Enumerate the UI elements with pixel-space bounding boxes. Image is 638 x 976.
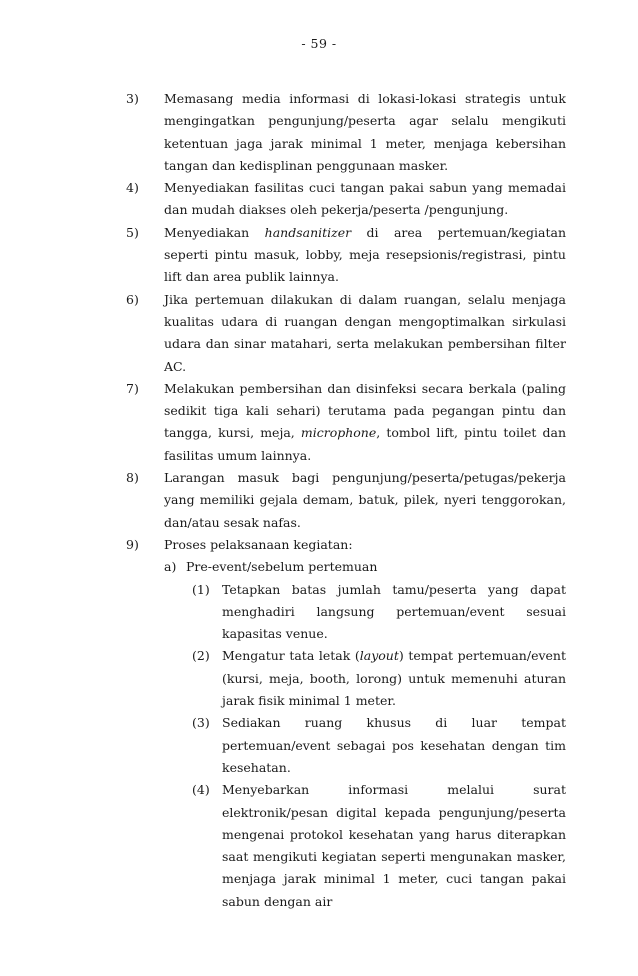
item-number: 7)	[126, 380, 139, 396]
list-item	[126, 177, 566, 222]
sub-sub-item-text-italic: layout	[359, 648, 399, 664]
item-number: 9)	[126, 536, 139, 552]
item-number: 4)	[126, 180, 139, 196]
item-number: 6)	[126, 291, 139, 307]
sub-sub-item-text: Menyebarkan informasi melalui surat elektronik/pesan digital kepada pengunjung/peserta mengenai protokol kesehatan yang harus diterapkan saat mengikuti kegiatan seperti mengunakan masker, menjaga jarak minimal 1 meter, cuci tangan pakai sabun dengan air	[222, 782, 566, 909]
item-text: Larangan masuk bagi pengunjung/peserta/petugas/pekerja yang memiliki gejala demam, batuk, pilek, nyeri tenggorokan, dan/atau sesak nafas.	[164, 470, 566, 530]
item-text-post: di area pertemuan/kegiatan seperti pintu masuk, lobby, meja resepsionis/registrasi, pintu lift dan area publik lainnya.	[164, 224, 566, 285]
list-item	[126, 222, 566, 289]
item-text-post: , tombol lift, pintu toilet dan fasilitas umum lainnya.	[164, 425, 566, 463]
list-item	[126, 88, 566, 177]
sub-sub-item-number: (4)	[192, 782, 210, 798]
document-body	[126, 88, 566, 913]
item-text-italic: microphone	[300, 425, 377, 441]
sub-sub-item-text: Tetapkan batas jumlah tamu/peserta yang dapat menghadiri langsung pertemuan/event sesuai kapasitas venue.	[222, 581, 566, 642]
sub-sub-item-text	[222, 648, 566, 708]
item-text-pre: Melakukan pembersihan dan disinfeksi secara berkala (paling sedikit tiga kali sehari) terutama pada pegangan pintu dan tangga, kursi, meja,	[164, 380, 566, 441]
sub-sub-item-number: (1)	[192, 581, 210, 597]
sub-item-text: Pre-event/sebelum pertemuan	[186, 559, 378, 575]
item-number: 8)	[126, 470, 139, 486]
list-item	[126, 534, 566, 556]
list-item	[126, 289, 566, 378]
sub-list-item	[164, 556, 566, 578]
item-text: Memasang media informasi di lokasi-lokasi strategis untuk mengingatkan pengunjung/peserta agar selalu mengikuti ketentuan jaga jarak minimal 1 meter, menjaga kebersihan tangan dan kedisplinan penggunaan masker.	[164, 91, 566, 173]
item-text-pre: Menyediakan	[164, 224, 265, 240]
sub-sub-item-text-pre: Mengatur tata letak (	[222, 648, 360, 664]
page-number: - 59 -	[301, 36, 337, 51]
sub-sub-list-item	[164, 645, 566, 712]
sub-sub-item-number: (2)	[192, 648, 210, 664]
item-number: 3)	[126, 91, 139, 106]
sub-sub-list-item	[164, 779, 566, 913]
item-text-italic: handsanitizer	[264, 224, 352, 240]
item-text: Menyediakan fasilitas cuci tangan pakai sabun yang memadai dan mudah diakses oleh pekerja/peserta /pengunjung.	[164, 180, 566, 218]
list-item	[126, 378, 566, 467]
sub-sub-item-text-post: ) tempat pertemuan/event (kursi, meja, booth, lorong) untuk memenuhi aturan jarak fisik minimal 1 meter.	[222, 648, 566, 709]
sub-item-letter: a)	[164, 559, 177, 575]
sub-sub-item-number: (3)	[192, 715, 210, 731]
item-text	[164, 225, 566, 285]
sub-sub-item-text: Sediakan ruang khusus di luar tempat pertemuan/event sebagai pos kesehatan dengan tim kesehatan.	[222, 715, 566, 775]
item-text: Jika pertemuan dilakukan di dalam ruangan, selalu menjaga kualitas udara di ruangan dengan mengoptimalkan sirkulasi udara dan sinar matahari, serta melakukan pembersihan filter AC.	[164, 291, 566, 374]
sub-sub-list-item	[164, 579, 566, 646]
item-number: 5)	[126, 224, 139, 240]
item-text	[164, 381, 566, 463]
sub-sub-list-item	[164, 712, 566, 779]
item-text: Proses pelaksanaan kegiatan:	[164, 536, 353, 552]
list-item	[126, 467, 566, 534]
